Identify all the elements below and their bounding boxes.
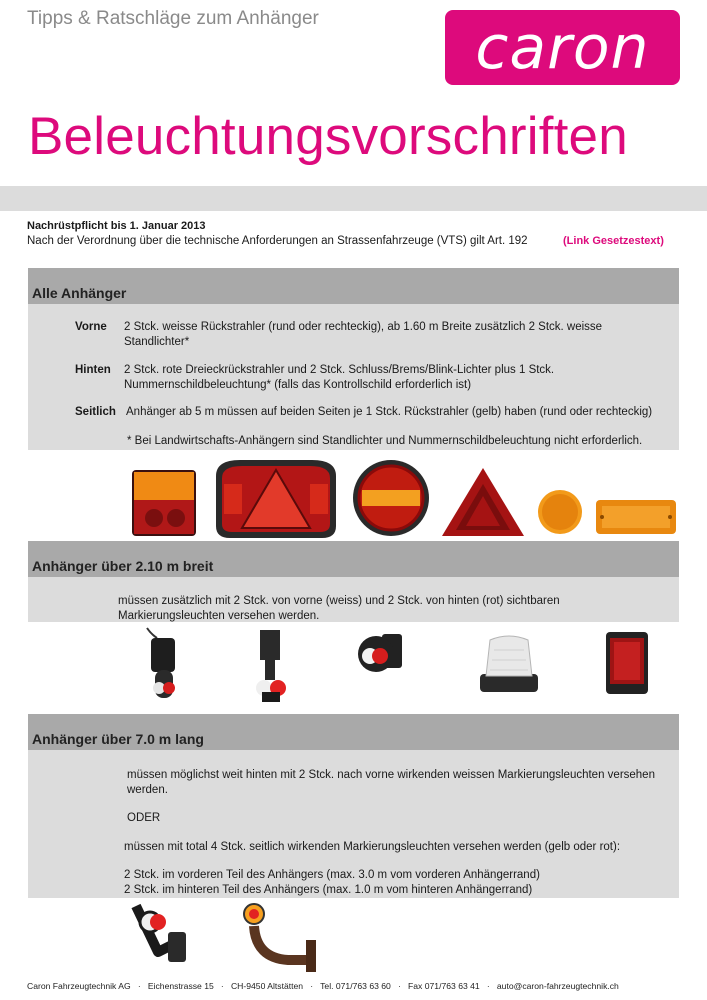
section-panel bbox=[28, 577, 679, 622]
divider-bar bbox=[0, 186, 707, 211]
section-title: Anhänger über 7.0 m lang bbox=[32, 731, 204, 747]
row-label-vorne: Vorne bbox=[75, 321, 107, 333]
row-text-line: 2 Stck. weisse Rückstrahler (rund oder rechteckig), ab 1.60 m Breite zusätzlich 2 Stck. weisse bbox=[124, 321, 603, 333]
white-clearance-lamp-icon bbox=[476, 630, 542, 696]
section-header-alle-anhaenger bbox=[28, 268, 679, 304]
triangle-reflector-icon bbox=[440, 464, 526, 540]
section-panel bbox=[28, 304, 679, 450]
section-panel bbox=[28, 750, 679, 898]
section-text bbox=[124, 868, 540, 898]
round-amber-reflector-icon bbox=[536, 488, 584, 536]
round-rear-lamp-icon bbox=[350, 456, 432, 540]
section-title: Anhänger über 2.10 m breit bbox=[32, 558, 214, 574]
footer-contact: Caron Fahrzeugtechnik AG · Eichenstrasse 15 · CH-9450 Altstätten · Tel. 071/763 63 60 · Fax 071/763 63 41 · auto@caron-fahrzeugtechnik.ch bbox=[27, 981, 619, 991]
footnote: * Bei Landwirtschafts-Anhängern sind Standlichter und Nummernschildbeleuchtung nicht erforderlich. bbox=[127, 435, 643, 447]
oder-text: ODER bbox=[127, 812, 161, 824]
section-header-breit bbox=[28, 541, 679, 577]
section-text bbox=[127, 768, 655, 798]
row-text-line: Standlichter* bbox=[124, 336, 190, 348]
text-line: müssen zusätzlich mit 2 Stck. von vorne (weiss) und 2 Stck. von hinten (rot) sichtbaren bbox=[118, 595, 560, 607]
red-clearance-lamp-icon bbox=[600, 628, 654, 698]
row-text bbox=[124, 320, 602, 350]
row-label-seitlich: Seitlich bbox=[75, 406, 116, 418]
intro-heading: Nachrüstpflicht bis 1. Januar 2013 bbox=[27, 220, 206, 232]
marker-lamp-2-icon bbox=[252, 628, 292, 704]
page-title: Beleuchtungsvorschriften bbox=[28, 107, 628, 166]
row-text-line: 2 Stck. rote Dreieckrückstrahler und 2 Stck. Schluss/Brems/Blink-Lichter plus 1 Stck. bbox=[124, 364, 555, 376]
section-text bbox=[118, 594, 560, 624]
multifunction-rear-lamp-icon bbox=[210, 456, 342, 542]
row-text-line: Nummernschildbeleuchtung* (falls das Kontrollschild erforderlich ist) bbox=[124, 379, 472, 391]
text-line: 2 Stck. im hinteren Teil des Anhängers (max. 1.0 m vom hinteren Anhängerrand) bbox=[124, 884, 533, 896]
row-label-hinten: Hinten bbox=[75, 364, 111, 376]
section-title: Alle Anhänger bbox=[32, 285, 127, 301]
text-line: müssen möglichst weit hinten mit 2 Stck. nach vorne wirkenden weissen Markierungsleuchten versehen bbox=[127, 769, 655, 781]
caron-logo bbox=[445, 10, 680, 85]
rear-combination-lamp-icon bbox=[128, 464, 200, 540]
row-text bbox=[124, 363, 554, 393]
section-header-lang bbox=[28, 714, 679, 750]
logo-text: caron bbox=[475, 12, 650, 83]
row-text: Anhänger ab 5 m müssen auf beiden Seiten je 1 Stck. Rückstrahler (gelb) haben (rund oder rechteckig) bbox=[126, 406, 653, 418]
document-topline: Tipps & Ratschläge zum Anhänger bbox=[27, 8, 319, 29]
text-line: werden. bbox=[127, 784, 168, 796]
law-text-link[interactable]: (Link Gesetzestext) bbox=[563, 235, 664, 247]
text-line: 2 Stck. im vorderen Teil des Anhängers (max. 3.0 m vom vorderen Anhängerrand) bbox=[124, 869, 540, 881]
marker-lamp-3-icon bbox=[352, 630, 406, 678]
section-text: müssen mit total 4 Stck. seitlich wirkenden Markierungsleuchten versehen werden (gelb oder rot): bbox=[124, 841, 621, 853]
text-line: Markierungsleuchten versehen werden. bbox=[118, 610, 320, 622]
marker-lamp-1-icon bbox=[137, 624, 189, 704]
rectangular-amber-reflector-icon bbox=[594, 498, 678, 536]
side-marker-lamp-1-icon bbox=[128, 902, 190, 974]
side-marker-lamp-2-icon bbox=[238, 900, 322, 976]
intro-text: Nach der Verordnung über die technische Anforderungen an Strassenfahrzeuge (VTS) gilt Art. 192 bbox=[27, 235, 528, 247]
